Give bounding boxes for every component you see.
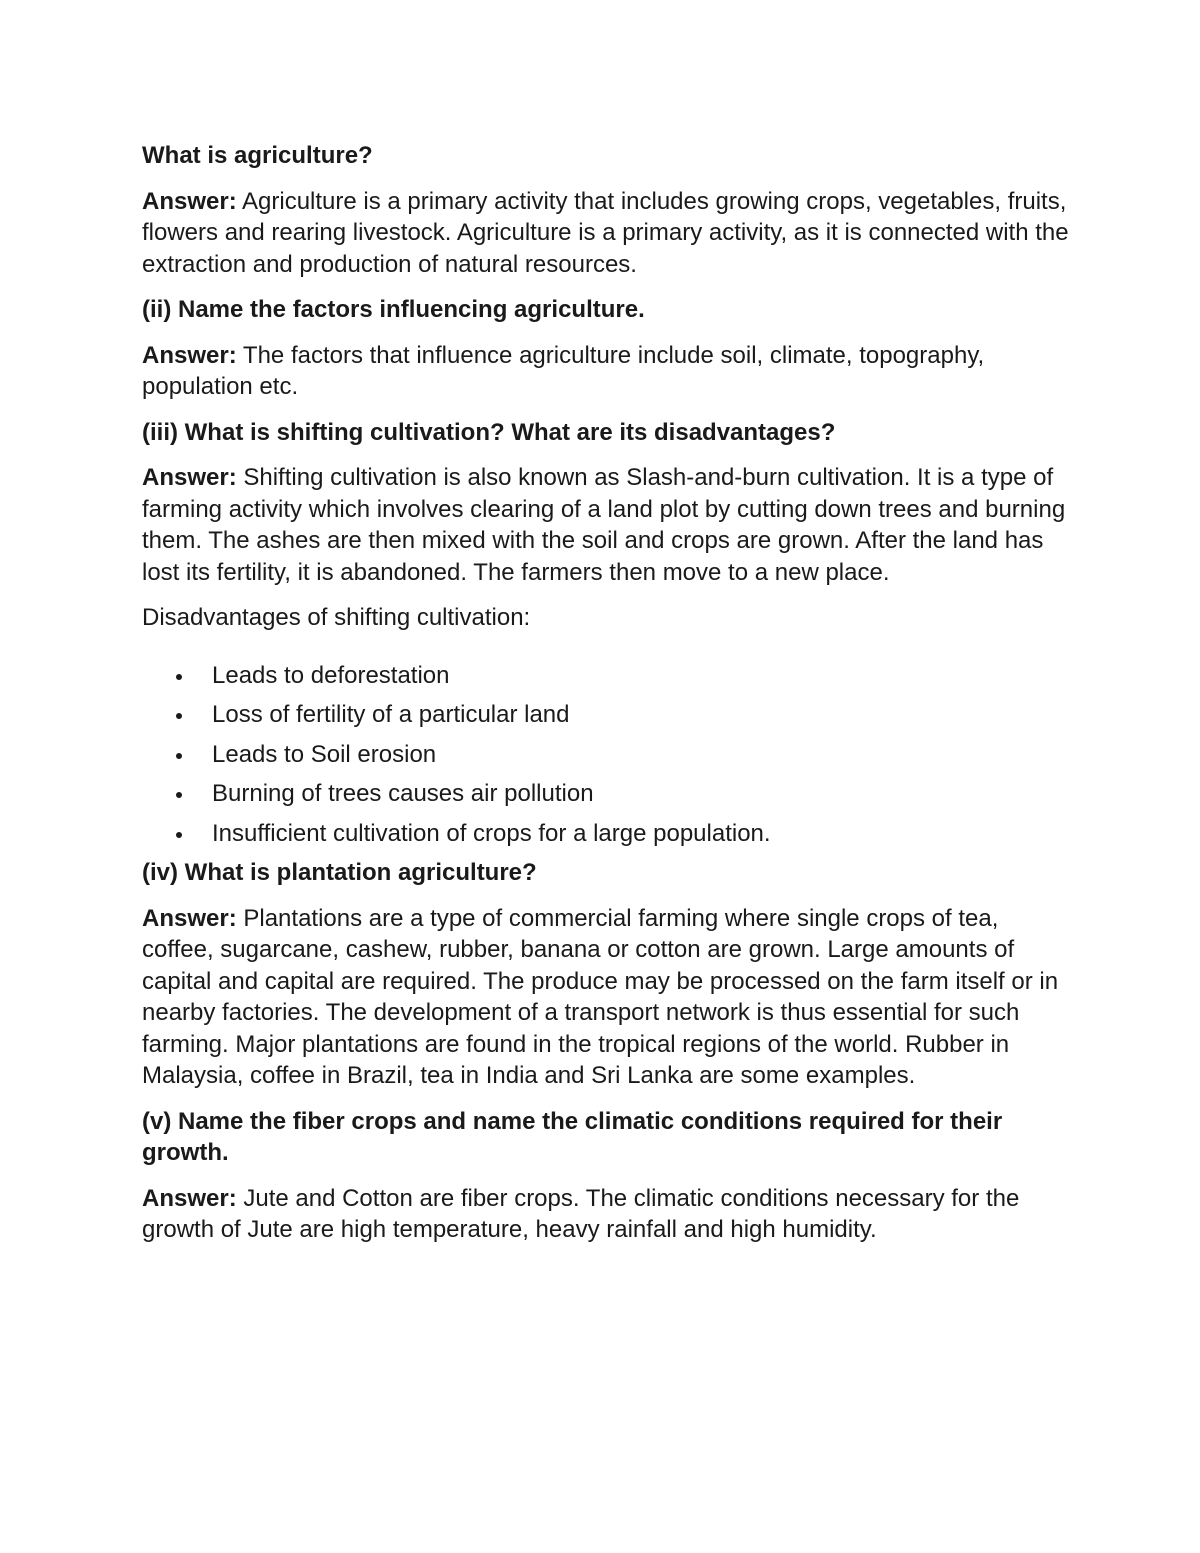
list-item: Loss of fertility of a particular land — [212, 695, 1072, 735]
answer-2 — [142, 340, 1072, 403]
answer-label: Answer: — [142, 341, 237, 369]
question-1: What is agriculture? — [142, 142, 373, 169]
answer-text: Shifting cultivation is also known as Slash-and-burn cultivation. It is a type of farming activity which involves clearing of a land plot by cutting down trees and burning them. The ashes are then mixed with the soil and crops are grown. After the land has lost its fertility, it is abandoned. The farmers then move to a new place. — [142, 464, 1066, 586]
answer-label: Answer: — [142, 1184, 237, 1212]
answer-text: Agriculture is a primary activity that includes growing crops, vegetables, fruits, flowers and rearing livestock. Agriculture is a primary activity, as it is connected with the extraction and production of natural resources. — [142, 187, 1069, 278]
disadvantages-list — [142, 656, 1072, 854]
list-item: Burning of trees causes air pollution — [212, 774, 1072, 814]
answer-5 — [142, 1183, 1072, 1246]
list-item: Leads to Soil erosion — [212, 735, 1072, 775]
question-3: (iii) What is shifting cultivation? What are its disadvantages? — [142, 418, 836, 446]
answer-text: Jute and Cotton are fiber crops. The climatic conditions necessary for the growth of Jute are high temperature, heavy rainfall and high humidity. — [142, 1184, 1020, 1243]
list-item: Insufficient cultivation of crops for a large population. — [212, 814, 1072, 854]
question-2: (ii) Name the factors influencing agriculture. — [142, 296, 645, 323]
answer-label: Answer: — [142, 187, 237, 215]
answer-1 — [142, 186, 1072, 281]
answer-label: Answer: — [142, 904, 237, 932]
question-5: (v) Name the fiber crops and name the climatic conditions required for their growth. — [142, 1107, 1003, 1166]
document-page — [142, 140, 1072, 1260]
answer-label: Answer: — [142, 464, 237, 491]
disadvantages-heading: Disadvantages of shifting cultivation: — [142, 604, 531, 631]
list-item: Leads to deforestation — [212, 656, 1072, 696]
answer-4 — [142, 903, 1072, 1092]
answer-3 — [142, 462, 1072, 588]
answer-text: Plantations are a type of commercial farming where single crops of tea, coffee, sugarcane, cashew, rubber, banana or cotton are grown. Large amounts of capital and capital are required. The produce may be processed on the farm itself or in nearby factories. The development of a transport network is thus essential for such farming. Major plantations are found in the tropical regions of the world. Rubber in Malaysia, coffee in Brazil, tea in India and Sri Lanka are some examples. — [142, 904, 1059, 1089]
answer-text: The factors that influence agriculture include soil, climate, topography, population etc. — [142, 341, 985, 400]
question-4: (iv) What is plantation agriculture? — [142, 859, 537, 886]
